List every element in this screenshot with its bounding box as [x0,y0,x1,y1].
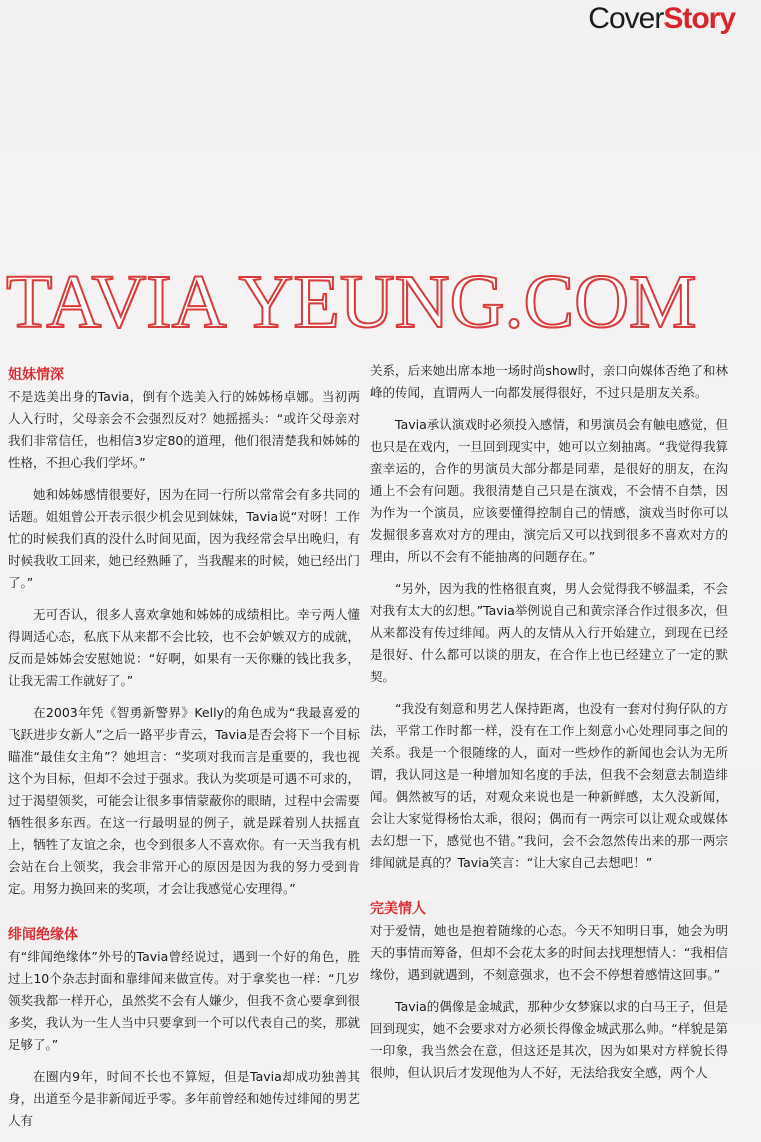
paragraph: 有“绯闻绝缘体”外号的Tavia曾经说过，遇到一个好的角色，胜过上10个杂志封面和靠绯闻来做宣传。对于拿奖也一样：“几岁领奖我都一样开心，虽然奖不会有人嫌少，但我不贪心要拿到很多奖，我认为一生人当中只要拿到一个可以代表自己的奖，那就足够了。” [8,949,360,1052]
left-column [8,364,360,1142]
paragraph: 在圈内9年，时间不长也不算短，但是Tavia却成功独善其身，出道至今是非新闻近乎零。多年前曾经和她传过绯闻的男艺人有 [8,1069,360,1128]
paragraph: “我没有刻意和男艺人保持距离，也没有一套对付狗仔队的方法，平常工作时都一样，没有在工作上刻意小心处理同事之间的关系。我是一个很随缘的人，面对一些炒作的新闻也会认为无所谓，我认同这是一种增加知名度的手法，但我不会刻意去制造绯闻。偶然被写的话，对观众来说也是一种新鲜感，太久没新闻，会让大家觉得杨怡太乖，很闷；偶而有一两宗可以让观众或媒体去幻想一下，感觉也不错。”我问，会不会忽然传出来的那一两宗绯闻就是真的？Tavia笑言：“让大家自己去想吧！” [370,701,728,870]
right-column [370,360,728,1094]
paragraph: Tavia的偶像是金城武，那种少女梦寐以求的白马王子，但是回到现实，她不会要求对方必须长得像金城武那么帅。“样貌是第一印象，我当然会在意，但这还是其次，因为如果对方样貌长得很帅，但认识后才发现他为人不好，无法给我安全感，两个人 [370,999,728,1080]
cover-story-logo [588,2,735,36]
paragraph: 无可否认，很多人喜欢拿她和姊姊的成绩相比。幸亏两人懂得调适心态，私底下从来都不会比较，也不会妒嫉双方的成就，反而是姊姊会安慰她说：“好啊，如果有一天你赚的钱比我多，让我无需工作就好了。” [8,607,360,688]
section-title-gossip: 绯闻绝缘体 [8,927,78,943]
paragraph: 不是选美出身的Tavia，倒有个选美入行的姊姊杨卓娜。当初两人入行时，父母亲会不会强烈反对？她摇摇头：“或许父母亲对我们非常信任，也相信3岁定80的道理，他们很清楚我和姊姊的性格，不担心我们学坏。” [8,389,360,470]
site-watermark: TAVIA YEUNG.COM [6,260,697,344]
section-title-perfect-lover: 完美情人 [370,901,426,917]
paragraph: 在2003年凭《智勇新警界》Kelly的角色成为“我最喜爱的飞跃进步女新人”之后一路平步青云，Tavia是否会将下一个目标瞄准“最佳女主角”？她坦言：“奖项对我而言是重要的，我也视这个为目标，但却不会过于强求。我认为奖项是可遇不可求的，过于渴望领奖，可能会让很多事情蒙蔽你的眼睛，过程中会需要牺牲很多东西。在这一行最明显的例子，就是踩着别人扶摇直上，牺牲了友谊之余，也令到很多人不喜欢你。有一天当我有机会站在台上领奖，我会非常开心的原因是因为我的努力受到肯定。用努力换回来的奖项，才会让我感觉心安理得。” [8,705,360,896]
section-title-sisters: 姐妹情深 [8,367,64,383]
paragraph: 对于爱情，她也是抱着随缘的心态。今天不知明日事，她会为明天的事情而筹备，但却不会花太多的时间去找理想情人：“我相信缘份，遇到就遇到，不刻意强求，也不会不停想着感情这回事。” [370,923,728,982]
paragraph: 关系，后来她出席本地一场时尚show时，亲口向媒体否绝了和林峰的传闻，直谓两人一向都发展得很好，不过只是朋友关系。 [370,363,728,400]
paragraph: Tavia承认演戏时必须投入感情，和男演员会有触电感觉，但也只是在戏内，一旦回到现实中，她可以立刻抽离。“我觉得我算蛮幸运的，合作的男演员大部分都是同辈，是很好的朋友，在沟通上不会有问题。我很清楚自己只是在演戏，不会情不自禁，因为作为一个演员，应该要懂得控制自己的情感，演戏当时你可以发掘很多喜欢对方的理由，演完后又可以找到很多不喜欢对方的理由，所以不会有不能抽离的问题存在。” [370,417,728,564]
spacer [370,884,728,898]
spacer [8,910,360,924]
brand-story-text: Story [663,2,735,35]
brand-cover-text: Cover [588,2,664,35]
paragraph: 她和姊姊感情很要好，因为在同一行所以常常会有多共同的话题。姐姐曾公开表示很少机会见到妹妹，Tavia说“对呀！工作忙的时候我们真的没什么时间见面，因为我经常会早出晚归，有时候我收工回来，她已经熟睡了，当我醒来的时候，她已经出门了。” [8,487,360,590]
paragraph: “另外，因为我的性格很直爽，男人会觉得我不够温柔，不会对我有太大的幻想。”Tavia举例说自己和黄宗泽合作过很多次，但从来都没有传过绯闻。两人的友情从入行开始建立，到现在已经是很好、什么都可以谈的朋友，在合作上也已经建立了一定的默契。 [370,581,728,684]
